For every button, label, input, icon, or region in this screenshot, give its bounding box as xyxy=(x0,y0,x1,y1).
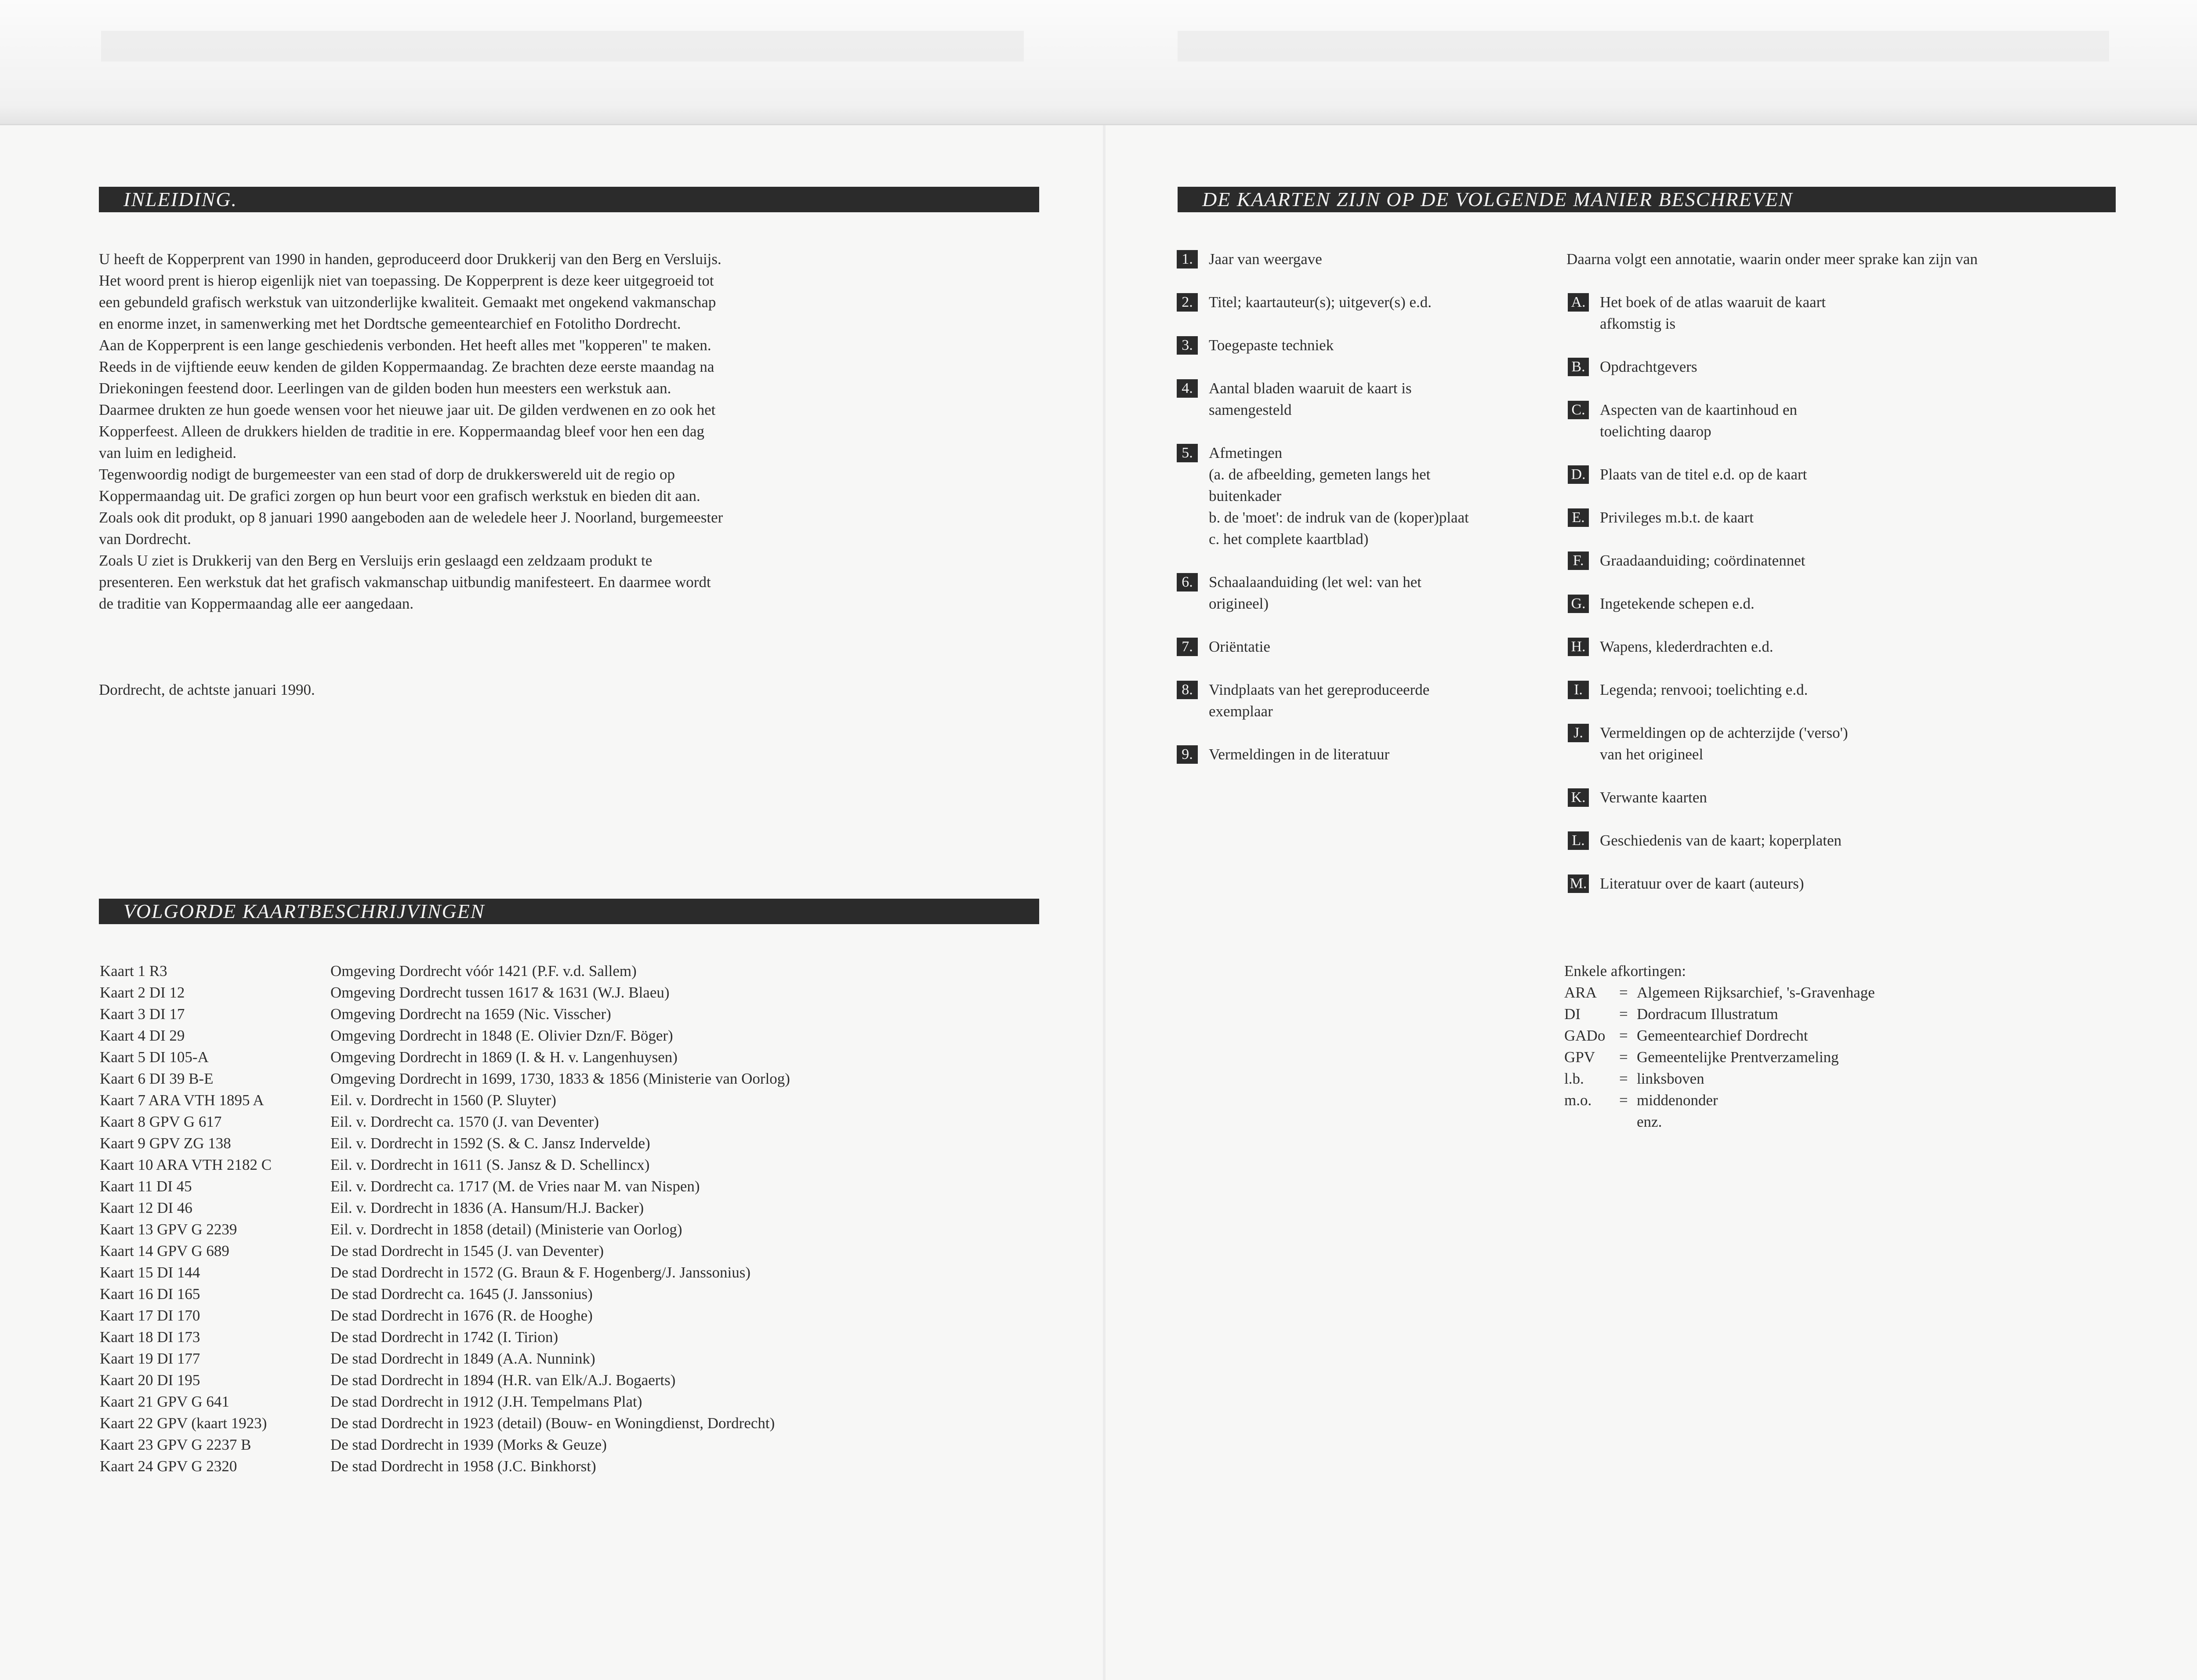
lettered-item xyxy=(1568,291,1826,334)
kaart-description: Eil. v. Dordrecht in 1858 (detail) (Ministerie van Oorlog) xyxy=(330,1221,682,1238)
lettered-item xyxy=(1568,636,1773,657)
lettered-badge: J. xyxy=(1568,724,1589,742)
numbered-badge: 5. xyxy=(1177,444,1198,462)
afkorting-key: GADo xyxy=(1564,1027,1606,1044)
lettered-badge: D. xyxy=(1568,465,1589,484)
inleiding-line: Kopperfeest. Alleen de drukkers hielden de traditie in ere. Koppermaandag bleef voor hen een dag xyxy=(99,423,705,440)
kaart-row xyxy=(100,1240,790,1262)
numbered-text: Aantal bladen waaruit de kaart is samengesteld xyxy=(1209,380,1412,418)
kaart-description: De stad Dordrecht in 1894 (H.R. van Elk/A.J. Bogaerts) xyxy=(330,1372,676,1389)
annotatie-intro: Daarna volgt een annotatie, waarin onder meer sprake kan zijn van xyxy=(1566,250,1978,268)
lettered-badge: G. xyxy=(1568,595,1589,613)
kaart-code: Kaart 10 ARA VTH 2182 C xyxy=(100,1156,272,1173)
lettered-text: Graadaanduiding; coördinatennet xyxy=(1600,552,1805,569)
kaart-description: De stad Dordrecht in 1912 (J.H. Tempelmans Plat) xyxy=(330,1393,642,1410)
inleiding-body xyxy=(99,248,1022,614)
lettered-badge: B. xyxy=(1568,358,1589,376)
afkorting-key xyxy=(1564,1111,1619,1132)
kaart-description: Omgeving Dordrecht tussen 1617 & 1631 (W.J. Blaeu) xyxy=(330,984,670,1001)
kaart-row xyxy=(100,1089,790,1111)
kaarten-heading: DE KAARTEN ZIJN OP DE VOLGENDE MANIER BESCHREVEN xyxy=(1178,187,2116,212)
kaart-code: Kaart 19 DI 177 xyxy=(100,1350,200,1367)
afkorting-value: enz. xyxy=(1637,1113,1662,1130)
lettered-text: Opdrachtgevers xyxy=(1600,358,1697,375)
afkorting-equals: = xyxy=(1619,1092,1628,1109)
kaart-row xyxy=(100,1003,790,1025)
lettered-text: Vermeldingen op de achterzijde ('verso') van het origineel xyxy=(1600,724,1848,763)
numbered-item xyxy=(1177,334,1334,356)
afkortingen-title: Enkele afkortingen: xyxy=(1564,962,1686,980)
numbered-description-list xyxy=(1177,248,1555,776)
show-through-bar-left xyxy=(101,31,1024,62)
lettered-text: Geschiedenis van de kaart; koperplaten xyxy=(1600,832,1842,849)
lettered-item xyxy=(1568,722,1848,765)
inleiding-line: presenteren. Een werkstuk dat het grafisch vakmanschap uitbundig manifesteert. En daarmee wordt xyxy=(99,573,711,591)
inleiding-line: van Dordrecht. xyxy=(99,530,191,548)
kaart-row xyxy=(100,1369,790,1391)
numbered-item xyxy=(1177,571,1421,614)
kaart-description: Omgeving Dordrecht in 1699, 1730, 1833 & 1856 (Ministerie van Oorlog) xyxy=(330,1070,790,1087)
inleiding-signoff: Dordrecht, de achtste januari 1990. xyxy=(99,681,315,698)
kaart-row xyxy=(100,1391,790,1412)
kaart-row xyxy=(100,1046,790,1068)
numbered-badge: 9. xyxy=(1177,745,1198,764)
lettered-item xyxy=(1568,830,1842,851)
kaart-description: Omgeving Dordrecht na 1659 (Nic. Visscher) xyxy=(330,1005,611,1023)
lettered-text: Aspecten van de kaartinhoud en toelichting daarop xyxy=(1600,401,1798,440)
numbered-text: Vermeldingen in de literatuur xyxy=(1209,746,1390,763)
numbered-text: Titel; kaartauteur(s); uitgever(s) e.d. xyxy=(1209,294,1432,311)
kaart-row xyxy=(100,982,790,1003)
kaart-code: Kaart 21 GPV G 641 xyxy=(100,1393,229,1410)
inleiding-line: Tegenwoordig nodigt de burgemeester van een stad of dorp de drukkerswereld uit de regio op xyxy=(99,466,675,483)
kaart-row xyxy=(100,1025,790,1046)
numbered-item xyxy=(1177,744,1389,765)
kaart-description: Eil. v. Dordrecht in 1592 (S. & C. Jansz Indervelde) xyxy=(330,1135,650,1152)
kaart-code: Kaart 9 GPV ZG 138 xyxy=(100,1135,231,1152)
lettered-badge: M. xyxy=(1568,874,1589,893)
inleiding-line: een gebundeld grafisch werkstuk van uitzonderlijke kwaliteit. Gemaakt met ongekend vakmanschap xyxy=(99,294,716,311)
numbered-badge: 4. xyxy=(1177,379,1198,398)
inleiding-line: en enorme inzet, in samenwerking met het Dordtsche gemeentearchief en Fotolitho Dordrecht. xyxy=(99,315,681,332)
inleiding-line: Zoals U ziet is Drukkerij van den Berg en Versluijs erin geslaagd een zeldzaam produkt te xyxy=(99,552,653,569)
kaart-code: Kaart 3 DI 17 xyxy=(100,1005,185,1023)
numbered-text: Toegepaste techniek xyxy=(1209,337,1334,354)
afkorting-row xyxy=(1564,1025,1875,1046)
afkorting-equals: = xyxy=(1619,1049,1628,1066)
kaart-row xyxy=(100,1068,790,1089)
kaart-code: Kaart 12 DI 46 xyxy=(100,1199,192,1216)
afkorting-equals: = xyxy=(1619,1005,1628,1023)
inleiding-line: Koppermaandag uit. De grafici zorgen op hun beurt voor een grafisch werkstuk en bieden dit aan. xyxy=(99,487,700,504)
lettered-text: Ingetekende schepen e.d. xyxy=(1600,595,1755,612)
lettered-item xyxy=(1568,464,1807,485)
kaart-row xyxy=(100,1197,790,1219)
numbered-text: Jaar van weergave xyxy=(1209,250,1322,268)
kaart-row xyxy=(100,1132,790,1154)
kaart-code: Kaart 6 DI 39 B-E xyxy=(100,1070,214,1087)
numbered-item xyxy=(1177,377,1412,421)
kaart-code: Kaart 11 DI 45 xyxy=(100,1178,192,1195)
numbered-item xyxy=(1177,636,1270,657)
lettered-item xyxy=(1568,356,1697,377)
lettered-item xyxy=(1568,399,1797,442)
kaart-row xyxy=(100,1412,790,1434)
inleiding-line: Daarmee drukten ze hun goede wensen voor het nieuwe jaar uit. De gilden verdwenen en zo ook het xyxy=(99,401,716,418)
kaart-description: De stad Dordrecht ca. 1645 (J. Janssonius) xyxy=(330,1285,593,1303)
afkorting-row xyxy=(1564,1046,1875,1068)
inleiding-line: Zoals ook dit produkt, op 8 januari 1990 aangeboden aan de weledele heer J. Noorland, burgemeester xyxy=(99,509,723,526)
kaart-code: Kaart 17 DI 170 xyxy=(100,1307,200,1324)
kaart-code: Kaart 24 GPV G 2320 xyxy=(100,1458,237,1475)
inleiding-line: de traditie van Koppermaandag alle eer aangedaan. xyxy=(99,595,414,612)
afkorting-value: Dordracum Illustratum xyxy=(1637,1005,1778,1023)
lettered-badge: C. xyxy=(1568,401,1589,419)
afkortingen-table xyxy=(1564,982,1875,1132)
inleiding-line: Reeds in de vijftiende eeuw kenden de gilden Koppermaandag. Ze brachten deze eerste maandag na xyxy=(99,358,714,375)
afkorting-equals: = xyxy=(1619,984,1628,1001)
kaart-code: Kaart 16 DI 165 xyxy=(100,1285,200,1303)
kaart-description: De stad Dordrecht in 1676 (R. de Hooghe) xyxy=(330,1307,593,1324)
afkorting-value: linksboven xyxy=(1637,1070,1704,1087)
kaart-description: De stad Dordrecht in 1923 (detail) (Bouw- en Woningdienst, Dordrecht) xyxy=(330,1415,775,1432)
numbered-badge: 6. xyxy=(1177,573,1198,591)
inleiding-line: Driekoningen feestend door. Leerlingen van de gilden boden hun meesters een werkstuk aan. xyxy=(99,380,671,397)
inleiding-line: U heeft de Kopperprent van 1990 in handen, geproduceerd door Drukkerij van den Berg en Versluijs. xyxy=(99,250,721,268)
lettered-badge: A. xyxy=(1568,293,1589,312)
kaart-description: Eil. v. Dordrecht in 1560 (P. Sluyter) xyxy=(330,1092,556,1109)
lettered-item xyxy=(1568,550,1805,571)
afkorting-value: middenonder xyxy=(1637,1092,1718,1109)
kaart-row xyxy=(100,1348,790,1369)
numbered-item xyxy=(1177,679,1429,722)
kaart-code: Kaart 23 GPV G 2237 B xyxy=(100,1436,251,1453)
kaart-code: Kaart 20 DI 195 xyxy=(100,1372,200,1389)
kaart-description: De stad Dordrecht in 1742 (I. Tirion) xyxy=(330,1328,558,1346)
afkorting-row xyxy=(1564,982,1875,1003)
volgorde-heading: VOLGORDE KAARTBESCHRIJVINGEN xyxy=(99,899,1039,924)
kaart-row xyxy=(100,1176,790,1197)
afkorting-key: GPV xyxy=(1564,1049,1595,1066)
afkorting-equals xyxy=(1619,1111,1637,1132)
kaart-row xyxy=(100,1305,790,1326)
afkorting-row xyxy=(1564,1003,1875,1025)
show-through-bar-right xyxy=(1178,31,2109,62)
kaart-code: Kaart 15 DI 144 xyxy=(100,1264,200,1281)
kaart-description: Omgeving Dordrecht vóór 1421 (P.F. v.d. Sallem) xyxy=(330,962,637,980)
numbered-text: Oriëntatie xyxy=(1209,638,1270,655)
numbered-badge: 3. xyxy=(1177,336,1198,355)
kaart-code: Kaart 1 R3 xyxy=(100,962,167,980)
numbered-text: Vindplaats van het gereproduceerde exemplaar xyxy=(1209,681,1430,720)
afkorting-value: Gemeentelijke Prentverzameling xyxy=(1637,1049,1839,1066)
lettered-item xyxy=(1568,787,1707,808)
kaart-code: Kaart 2 DI 12 xyxy=(100,984,185,1001)
kaart-description: Eil. v. Dordrecht in 1836 (A. Hansum/H.J. Backer) xyxy=(330,1199,644,1216)
kaart-code: Kaart 5 DI 105-A xyxy=(100,1049,209,1066)
lettered-item xyxy=(1568,507,1754,528)
numbered-badge: 1. xyxy=(1177,250,1198,269)
afkorting-value: Algemeen Rijksarchief, 's-Gravenhage xyxy=(1637,984,1875,1001)
afkorting-key: l.b. xyxy=(1564,1070,1584,1087)
kaart-row xyxy=(100,1262,790,1283)
numbered-text: Schaalaanduiding (let wel: van het origineel) xyxy=(1209,573,1422,612)
kaart-row xyxy=(100,1283,790,1305)
kaart-row xyxy=(100,1219,790,1240)
afkortingen-block xyxy=(1564,960,1875,1132)
kaart-row xyxy=(100,960,790,982)
kaart-row xyxy=(100,1111,790,1132)
afkorting-key: ARA xyxy=(1564,984,1597,1001)
kaart-code: Kaart 18 DI 173 xyxy=(100,1328,200,1346)
kaart-description: De stad Dordrecht in 1939 (Morks & Geuze) xyxy=(330,1436,607,1453)
page-fold-line xyxy=(1103,125,1106,1680)
numbered-badge: 7. xyxy=(1177,638,1198,656)
lettered-badge: E. xyxy=(1568,508,1589,527)
numbered-badge: 2. xyxy=(1177,293,1198,312)
afkorting-row xyxy=(1564,1111,1875,1132)
kaart-row xyxy=(100,1154,790,1176)
lettered-text: Plaats van de titel e.d. op de kaart xyxy=(1600,466,1807,483)
lettered-item xyxy=(1568,679,1808,700)
kaart-row xyxy=(100,1326,790,1348)
lettered-text: Privileges m.b.t. de kaart xyxy=(1600,509,1754,526)
afkorting-key: m.o. xyxy=(1564,1092,1592,1109)
afkorting-row xyxy=(1564,1089,1875,1111)
lettered-text: Literatuur over de kaart (auteurs) xyxy=(1600,875,1804,892)
numbered-text: Afmetingen (a. de afbeelding, gemeten langs het buitenkader b. de 'moet': de indruk van de (koper)plaat c. het complete kaartblad) xyxy=(1209,444,1469,548)
afkorting-equals: = xyxy=(1619,1070,1628,1087)
lettered-badge: F. xyxy=(1568,552,1589,570)
kaart-description: De stad Dordrecht in 1572 (G. Braun & F. Hogenberg/J. Janssonius) xyxy=(330,1264,751,1281)
kaart-code: Kaart 4 DI 29 xyxy=(100,1027,185,1044)
kaart-description: Eil. v. Dordrecht ca. 1570 (J. van Deventer) xyxy=(330,1113,599,1130)
kaart-description: De stad Dordrecht in 1545 (J. van Deventer) xyxy=(330,1242,604,1259)
lettered-annotation-list xyxy=(1568,291,2113,907)
lettered-text: Het boek of de atlas waaruit de kaart afkomstig is xyxy=(1600,294,1826,332)
kaart-code: Kaart 22 GPV (kaart 1923) xyxy=(100,1415,267,1432)
numbered-badge: 8. xyxy=(1177,681,1198,699)
afkorting-row xyxy=(1564,1068,1875,1089)
lettered-badge: K. xyxy=(1568,788,1589,807)
kaart-description: Omgeving Dordrecht in 1848 (E. Olivier Dzn/F. Böger) xyxy=(330,1027,673,1044)
afkorting-value: Gemeentearchief Dordrecht xyxy=(1637,1027,1808,1044)
kaart-description: De stad Dordrecht in 1849 (A.A. Nunnink) xyxy=(330,1350,595,1367)
kaart-list xyxy=(100,960,790,1477)
folded-top-flap xyxy=(0,0,2197,125)
kaart-code: Kaart 7 ARA VTH 1895 A xyxy=(100,1092,264,1109)
kaart-row xyxy=(100,1434,790,1455)
kaart-description: Eil. v. Dordrecht ca. 1717 (M. de Vries naar M. van Nispen) xyxy=(330,1178,700,1195)
lettered-text: Wapens, klederdrachten e.d. xyxy=(1600,638,1773,655)
lettered-text: Legenda; renvooi; toelichting e.d. xyxy=(1600,681,1808,698)
lettered-badge: L. xyxy=(1568,831,1589,850)
lettered-item xyxy=(1568,873,1804,894)
afkorting-key: DI xyxy=(1564,1005,1581,1023)
kaart-code: Kaart 13 GPV G 2239 xyxy=(100,1221,237,1238)
lettered-item xyxy=(1568,593,1755,614)
inleiding-line: Het woord prent is hierop eigenlijk niet van toepassing. De Kopperprent is deze keer uitgegroeid tot xyxy=(99,272,714,289)
lettered-badge: H. xyxy=(1568,638,1589,656)
kaart-description: Omgeving Dordrecht in 1869 (I. & H. v. Langenhuysen) xyxy=(330,1049,678,1066)
lettered-badge: I. xyxy=(1568,681,1589,699)
kaart-row xyxy=(100,1455,790,1477)
lettered-text: Verwante kaarten xyxy=(1600,789,1707,806)
numbered-item xyxy=(1177,442,1469,550)
inleiding-line: van luim en ledigheid. xyxy=(99,444,236,461)
afkorting-equals: = xyxy=(1619,1027,1628,1044)
inleiding-heading: INLEIDING. xyxy=(99,187,1039,212)
numbered-item xyxy=(1177,248,1322,270)
inleiding-line: Aan de Kopperprent is een lange geschiedenis verbonden. Het heeft alles met ''kopperen'' te maken. xyxy=(99,337,711,354)
kaart-description: Eil. v. Dordrecht in 1611 (S. Jansz & D. Schellincx) xyxy=(330,1156,650,1173)
kaart-description: De stad Dordrecht in 1958 (J.C. Binkhorst) xyxy=(330,1458,596,1475)
kaart-code: Kaart 14 GPV G 689 xyxy=(100,1242,229,1259)
kaart-code: Kaart 8 GPV G 617 xyxy=(100,1113,222,1130)
numbered-item xyxy=(1177,291,1432,313)
